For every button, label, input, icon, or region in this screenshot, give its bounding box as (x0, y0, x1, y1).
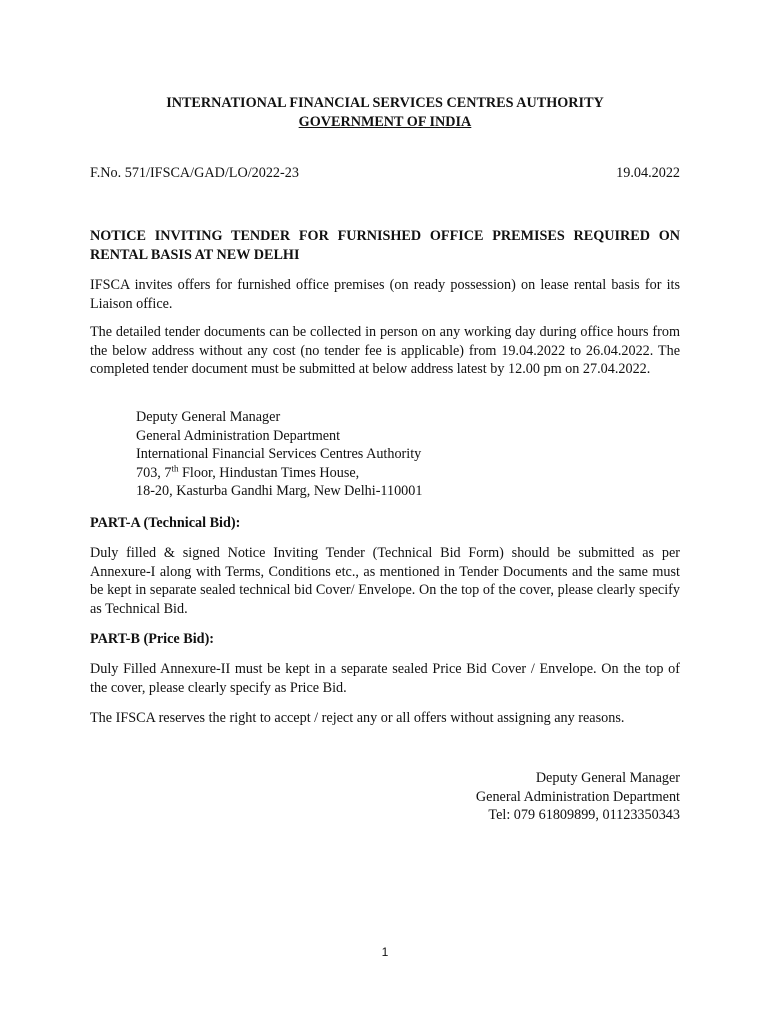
address-line: 18-20, Kasturba Gandhi Marg, New Delhi-110001 (136, 483, 423, 499)
address-line: Deputy General Manager (136, 409, 281, 425)
document-page (90, 0, 680, 1024)
document-date: 19.04.2022 (616, 165, 680, 181)
address-floor-sup: th (171, 462, 179, 473)
file-number: F.No. 571/IFSCA/GAD/LO/2022-23 (90, 165, 299, 181)
signatory-designation: Deputy General Manager (535, 770, 680, 786)
address-line (136, 464, 676, 483)
intro-paragraph: IFSCA invites offers for furnished office premises (on ready possession) on lease rental basis for its Liaison office. (90, 277, 680, 312)
address-line: General Administration Department (136, 427, 341, 444)
signatory-department: General Administration Department (475, 788, 680, 805)
part-b-text: Duly Filled Annexure-II must be kept in a separate sealed Price Bid Cover / Envelope. On the top of the cover, please clearly specify as Price Bid. (90, 661, 680, 696)
address-line: International Financial Services Centres Authority (136, 446, 422, 462)
notice-subject: NOTICE INVITING TENDER FOR FURNISHED OFFICE PREMISES REQUIRED ON RENTAL BASIS AT NEW DELHI (90, 228, 680, 263)
collection-paragraph: The detailed tender documents can be collected in person on any working day during office hours from the below address without any cost (no tender fee is applicable) from 19.04.2022 to 26.04.2022. The completed tender document must be submitted at below address latest by 12.00 pm on 27.04.2022. (90, 324, 680, 377)
part-b-heading: PART-B (Price Bid): (90, 631, 215, 647)
page-number: 1 (381, 945, 389, 959)
reference-line (90, 164, 680, 183)
address-floor-suffix: Floor, Hindustan Times House, (178, 464, 360, 481)
signature-block (280, 769, 680, 825)
gov-name: GOVERNMENT OF INDIA (298, 113, 472, 130)
part-a-text: Duly filled & signed Notice Inviting Tender (Technical Bid Form) should be submitted as per Annexure-I along with Terms, Conditions etc., as mentioned in Tender Documents and the same must be kept in separate sealed technical bid Cover/ Envelope. On the top of the cover, please clearly specify as Technical Bid. (90, 545, 680, 617)
submission-address (136, 408, 676, 501)
part-a-heading: PART-A (Technical Bid): (90, 515, 241, 531)
document-header (90, 94, 680, 131)
signatory-telephone: Tel: 079 61809899, 01123350343 (488, 807, 680, 823)
address-floor-prefix: 703, 7 (136, 464, 172, 481)
reservation-paragraph: The IFSCA reserves the right to accept / reject any or all offers without assigning any reasons. (90, 710, 625, 726)
org-name: INTERNATIONAL FINANCIAL SERVICES CENTRES AUTHORITY (166, 95, 604, 111)
